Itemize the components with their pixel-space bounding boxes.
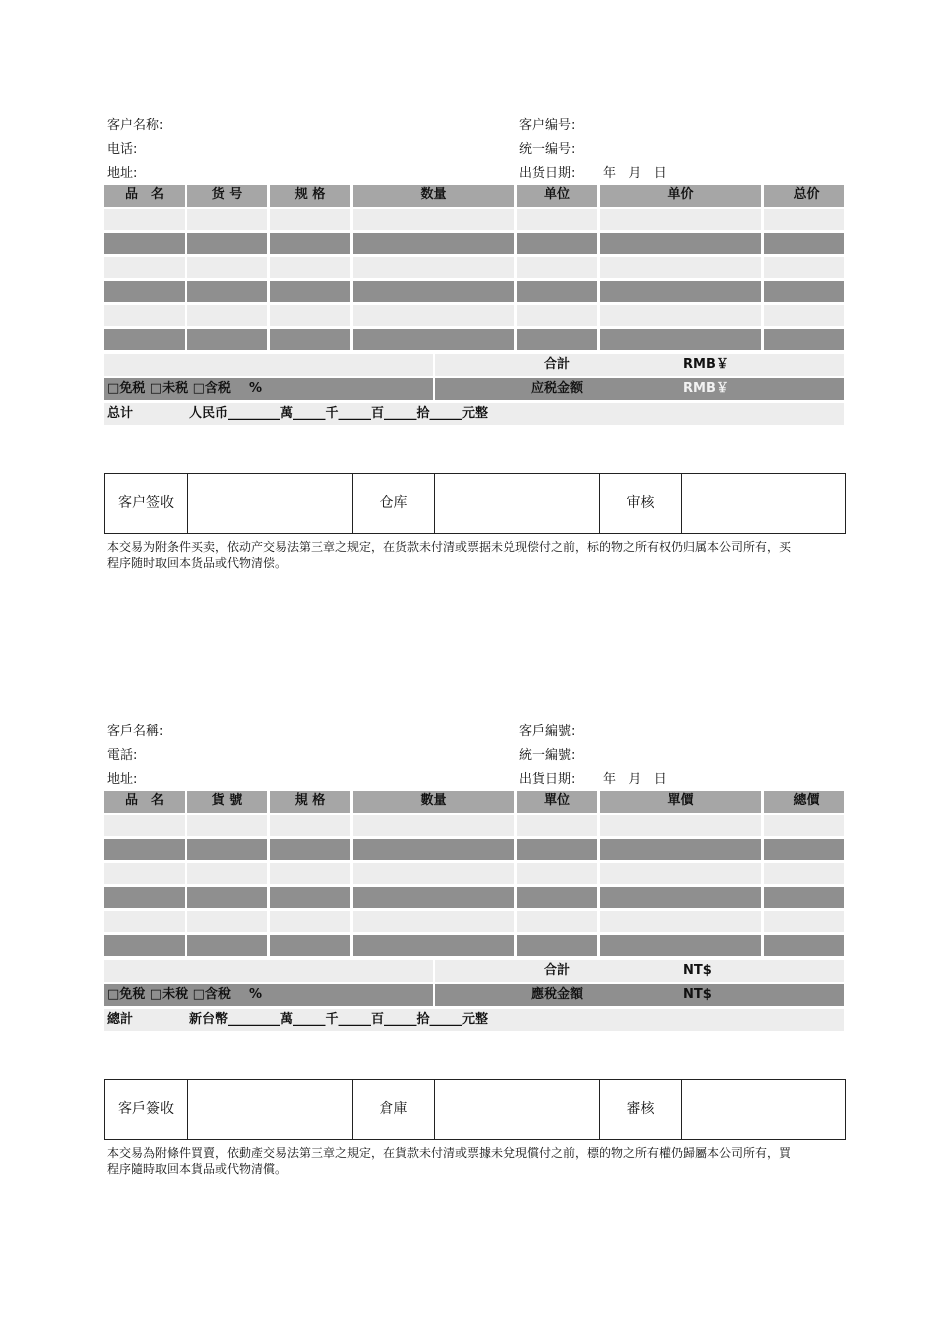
- item-cell[interactable]: [353, 815, 514, 836]
- total-label: 合計: [435, 960, 679, 982]
- item-cell[interactable]: [270, 935, 350, 956]
- address-label: 地址:: [107, 166, 138, 181]
- grand-total-label: 总计: [107, 406, 134, 421]
- col-header-spec: 规 格: [270, 185, 350, 207]
- item-cell[interactable]: [517, 911, 597, 932]
- item-cell[interactable]: [517, 887, 597, 908]
- sign-review-label: 审核: [626, 495, 655, 511]
- tax-options: □免稅 □未稅 □含稅 %: [104, 984, 433, 1006]
- item-cell[interactable]: [764, 257, 844, 278]
- item-cell[interactable]: [270, 305, 350, 326]
- item-cell[interactable]: [353, 935, 514, 956]
- items-table: [104, 791, 844, 960]
- item-cell[interactable]: [353, 257, 514, 278]
- terms-note-line1: 本交易为附条件买卖，依动产交易法第三章之规定，在货款未付清或票据未兑现偿付之前，标的物之所有权仍归属本公司所有，买: [107, 540, 792, 554]
- col-header-price: 單價: [600, 791, 761, 813]
- item-cell[interactable]: [764, 329, 844, 350]
- item-cell[interactable]: [353, 887, 514, 908]
- grand-total-row: [104, 403, 844, 425]
- sign-customer-field[interactable]: [188, 1080, 352, 1139]
- item-cell[interactable]: [104, 815, 185, 836]
- sign-warehouse-label: 倉庫: [379, 1101, 408, 1117]
- col-header-unit: 单位: [517, 185, 597, 207]
- total-label: 合計: [435, 354, 679, 376]
- col-header-qty: 數量: [353, 791, 514, 813]
- col-header-unit: 單位: [517, 791, 597, 813]
- item-cell[interactable]: [353, 839, 514, 860]
- terms-note-line1: 本交易為附條件買賣，依動產交易法第三章之規定，在貨款未付清或票據未兌現償付之前，標的物之所有權仍歸屬本公司所有，買: [107, 1146, 792, 1160]
- total-blank: [104, 354, 433, 376]
- tax-row: [104, 378, 844, 400]
- ship-date-parts: 年 月 日: [603, 166, 667, 181]
- item-cell[interactable]: [270, 863, 350, 884]
- item-cell[interactable]: [600, 281, 761, 302]
- tax-options: □免税 □未税 □含税 %: [104, 378, 433, 400]
- col-header-code: 货 号: [187, 185, 267, 207]
- item-cell[interactable]: [353, 329, 514, 350]
- item-cell[interactable]: [517, 257, 597, 278]
- signature-table: [104, 1079, 846, 1140]
- item-cell[interactable]: [517, 935, 597, 956]
- item-cell[interactable]: [270, 329, 350, 350]
- item-cell[interactable]: [517, 281, 597, 302]
- item-cell[interactable]: [104, 839, 185, 860]
- total-row: [104, 960, 844, 982]
- sign-review-field[interactable]: [682, 1080, 845, 1139]
- item-cell[interactable]: [600, 887, 761, 908]
- item-cell[interactable]: [270, 209, 350, 230]
- tax-amount-value: NT$: [679, 984, 844, 1006]
- tax-amount-value: RMB￥: [679, 378, 844, 400]
- item-cell[interactable]: [600, 305, 761, 326]
- item-cell[interactable]: [270, 281, 350, 302]
- item-cell[interactable]: [517, 305, 597, 326]
- sign-review-label: 審核: [626, 1101, 655, 1117]
- item-cell[interactable]: [517, 839, 597, 860]
- tax-amount-label: 应税金额: [435, 378, 679, 400]
- item-cell[interactable]: [104, 329, 185, 350]
- item-cell[interactable]: [187, 887, 267, 908]
- item-cell[interactable]: [187, 815, 267, 836]
- terms-note-line2: 程序隨時取回本貨品或代物清償。: [107, 1162, 288, 1176]
- item-cell[interactable]: [104, 233, 185, 254]
- col-header-qty: 数量: [353, 185, 514, 207]
- ship-date-label: 出貨日期:: [519, 772, 576, 787]
- item-cell[interactable]: [187, 209, 267, 230]
- unified-no-label: 統一編號:: [519, 748, 576, 763]
- signature-table: [104, 473, 846, 534]
- col-header-name: 品 名: [104, 791, 185, 813]
- item-cell[interactable]: [600, 839, 761, 860]
- item-cell[interactable]: [600, 233, 761, 254]
- customer-name-label: 客户名称:: [107, 118, 164, 133]
- customer-name-label: 客戶名稱:: [107, 724, 164, 739]
- item-cell[interactable]: [353, 281, 514, 302]
- item-cell[interactable]: [270, 815, 350, 836]
- item-cell[interactable]: [764, 281, 844, 302]
- col-header-code: 貨 號: [187, 791, 267, 813]
- item-cell[interactable]: [187, 329, 267, 350]
- item-cell[interactable]: [187, 911, 267, 932]
- item-cell[interactable]: [517, 329, 597, 350]
- item-rows: [104, 791, 844, 960]
- item-cell[interactable]: [600, 863, 761, 884]
- phone-label: 電話:: [107, 748, 138, 763]
- item-cell[interactable]: [270, 257, 350, 278]
- item-cell[interactable]: [764, 935, 844, 956]
- item-cell[interactable]: [104, 887, 185, 908]
- items-table: [104, 185, 844, 354]
- ship-date-label: 出货日期:: [519, 166, 576, 181]
- item-cell[interactable]: [270, 839, 350, 860]
- item-cell[interactable]: [187, 935, 267, 956]
- grand-total-row: [104, 1009, 844, 1031]
- total-row: [104, 354, 844, 376]
- grand-total-words: 新台幣________萬_____千_____百_____拾_____元整: [189, 1012, 489, 1027]
- customer-no-label: 客戶編號:: [519, 724, 576, 739]
- sign-customer-label: 客户签收: [118, 495, 174, 511]
- item-cell[interactable]: [270, 233, 350, 254]
- item-cell[interactable]: [517, 815, 597, 836]
- item-cell[interactable]: [764, 209, 844, 230]
- item-cell[interactable]: [270, 911, 350, 932]
- col-header-amount: 總價: [764, 791, 844, 813]
- col-header-spec: 規 格: [270, 791, 350, 813]
- item-cell[interactable]: [104, 257, 185, 278]
- item-cell[interactable]: [353, 233, 514, 254]
- col-header-name: 品 名: [104, 185, 185, 207]
- grand-total-label: 總計: [107, 1012, 134, 1027]
- tax-row: [104, 984, 844, 1006]
- customer-no-label: 客户编号:: [519, 118, 576, 133]
- item-cell[interactable]: [600, 815, 761, 836]
- ship-date-parts: 年 月 日: [603, 772, 667, 787]
- item-cell[interactable]: [517, 863, 597, 884]
- item-cell[interactable]: [104, 935, 185, 956]
- phone-label: 电话:: [107, 142, 138, 157]
- item-cell[interactable]: [764, 911, 844, 932]
- sign-review-field[interactable]: [682, 474, 845, 533]
- item-cell[interactable]: [600, 329, 761, 350]
- item-cell[interactable]: [764, 305, 844, 326]
- terms-note-line2: 程序随时取回本货品或代物清偿。: [107, 556, 288, 570]
- item-cell[interactable]: [187, 233, 267, 254]
- item-cell[interactable]: [764, 839, 844, 860]
- item-cell[interactable]: [270, 887, 350, 908]
- sign-warehouse-field[interactable]: [435, 1080, 599, 1139]
- item-cell[interactable]: [187, 863, 267, 884]
- item-cell[interactable]: [764, 887, 844, 908]
- item-cell[interactable]: [104, 911, 185, 932]
- sign-customer-label: 客戶簽收: [118, 1101, 174, 1117]
- grand-total-words: 人民币________萬_____千_____百_____拾_____元整: [189, 406, 489, 421]
- item-cell[interactable]: [517, 209, 597, 230]
- item-cell[interactable]: [187, 839, 267, 860]
- item-cell[interactable]: [353, 305, 514, 326]
- total-blank: [104, 960, 433, 982]
- item-cell[interactable]: [187, 281, 267, 302]
- sign-warehouse-field[interactable]: [435, 474, 599, 533]
- item-cell[interactable]: [600, 209, 761, 230]
- tax-amount-label: 應稅金額: [435, 984, 679, 1006]
- item-cell[interactable]: [104, 209, 185, 230]
- total-value: RMB￥: [679, 354, 844, 376]
- item-cell[interactable]: [517, 233, 597, 254]
- unified-no-label: 统一编号:: [519, 142, 576, 157]
- item-cell[interactable]: [104, 281, 185, 302]
- address-label: 地址:: [107, 772, 138, 787]
- item-cell[interactable]: [104, 863, 185, 884]
- item-cell[interactable]: [353, 911, 514, 932]
- item-cell[interactable]: [600, 935, 761, 956]
- item-cell[interactable]: [353, 863, 514, 884]
- item-cell[interactable]: [187, 305, 267, 326]
- item-cell[interactable]: [764, 233, 844, 254]
- item-cell[interactable]: [187, 257, 267, 278]
- sign-customer-field[interactable]: [188, 474, 352, 533]
- item-cell[interactable]: [353, 209, 514, 230]
- col-header-price: 单价: [600, 185, 761, 207]
- total-value: NT$: [679, 960, 844, 982]
- item-cell[interactable]: [600, 911, 761, 932]
- sign-warehouse-label: 仓库: [379, 495, 408, 511]
- item-cell[interactable]: [104, 305, 185, 326]
- item-cell[interactable]: [764, 815, 844, 836]
- item-cell[interactable]: [764, 863, 844, 884]
- item-rows: [104, 185, 844, 354]
- col-header-amount: 总价: [764, 185, 844, 207]
- item-cell[interactable]: [600, 257, 761, 278]
